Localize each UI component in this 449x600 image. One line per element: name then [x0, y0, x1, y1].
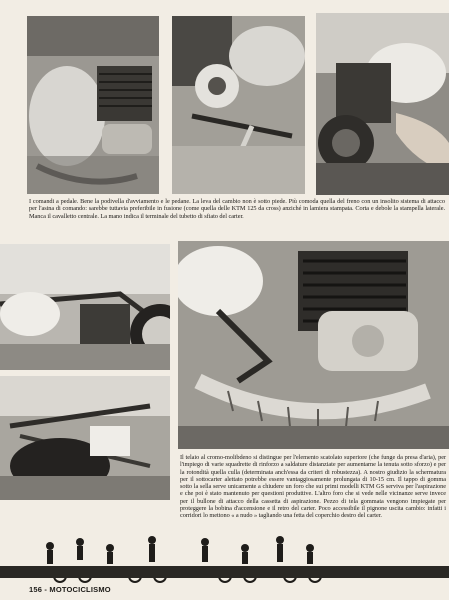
photo-engine-frame — [178, 241, 449, 449]
caption-bottom-text: Il telaio al cromo-molibdeno si distingue per l'elemento scatolato superiore (che funge da presa d'aria), per l'impiego di varie squadrette di rinforzo a saldature distanziate per aumentarne la tenuta sotto sforzo) e per la rotondità quella culla (determinata anch'essa da criteri di robustezza). A nostro giudizio la schermatura per il sottocarter alettato potrebbe essere vantaggiosamente prolungata di 10-15 cm. Il tappo di gomma sotto la sella serve unicamente a chiudere un foro che sui primi modelli KTM GS serviva per l'aspirazione e che poi è stato mantenuto per questioni produttive. L'altro foro che si vede nelle vicinanze serve invece per il bullone di attacco della cassetta di aspirazione. Pezzo di tela gommata vengono impiegate per proteggere la bobina d'accensione e il retro del carter. Poco accessibile il pignone uscita cambio: infatti i corridori lo mettono « a nudo » tagliando una fetta del coperchio destro del carter. — [180, 454, 446, 520]
page-number-label: 156 - MOTOCICLISMO — [29, 585, 111, 594]
photo-frame-side — [0, 244, 170, 370]
photo-pedal-closeup — [172, 16, 305, 194]
caption-bottom — [180, 454, 446, 520]
caption-top-text: I comandi a pedale. Bene la podivella d'avviamento e le pedane. La leva del cambio non è sotto piede. Più comoda quella del freno con un insolito sistema di attacco per l'asina di comando: sarebbe tuttavia preferibile in fusione (come quella delle KTM 125 da cross) anziché in lamiera stampata. Corta e debole la stampella laterale. Manca il cavalletto centrale. La mano indica il terminale del tubetto di sfiato del carter. — [29, 198, 445, 220]
photo-hand-pointing — [316, 13, 449, 195]
photo-rear-frame — [0, 376, 170, 500]
photo-engine-left-side — [27, 16, 159, 194]
caption-top — [29, 198, 445, 220]
footer-strip — [0, 566, 449, 578]
